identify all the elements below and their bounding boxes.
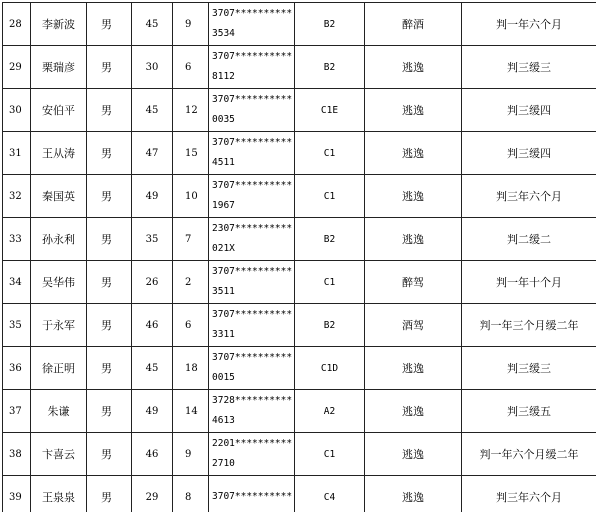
table-row	[3, 261, 597, 304]
license-class-cell: B2	[295, 218, 365, 261]
sex-cell: 男	[87, 433, 132, 476]
table-row	[3, 433, 597, 476]
id-number-cell	[209, 304, 295, 347]
id-number-line1: 3707**********	[212, 309, 293, 320]
id-number-line1: 3707**********	[212, 180, 293, 191]
name-cell: 栗瑞彦	[31, 46, 87, 89]
name-cell: 王泉泉	[31, 476, 87, 512]
table-row	[3, 46, 597, 89]
id-number-line2: 021X	[212, 243, 235, 254]
serial-number-cell: 38	[3, 433, 31, 476]
reason-cell: 逃逸	[365, 89, 462, 132]
id-number-cell	[209, 433, 295, 476]
id-number-cell	[209, 46, 295, 89]
id-number-line2: 1967	[212, 200, 235, 211]
license-class-cell: B2	[295, 3, 365, 46]
term-cell: 10	[173, 175, 209, 218]
name-cell: 朱谦	[31, 390, 87, 433]
reason-cell: 逃逸	[365, 218, 462, 261]
id-number-cell	[209, 218, 295, 261]
id-number-line2: 2710	[212, 458, 235, 469]
id-number-line1: 3707**********	[212, 8, 293, 19]
license-class-cell: C1	[295, 433, 365, 476]
serial-number-cell: 37	[3, 390, 31, 433]
id-number-line1: 3707**********	[212, 266, 293, 277]
sentence-cell: 判一年十个月	[462, 261, 597, 304]
name-cell: 李新波	[31, 3, 87, 46]
age-cell: 45	[132, 3, 173, 46]
term-cell: 8	[173, 476, 209, 512]
id-number-line1: 2201**********	[212, 438, 293, 449]
table-row	[3, 304, 597, 347]
name-cell: 安伯平	[31, 89, 87, 132]
reason-cell: 逃逸	[365, 175, 462, 218]
name-cell: 卞喜云	[31, 433, 87, 476]
reason-cell: 醉酒	[365, 3, 462, 46]
serial-number-cell: 39	[3, 476, 31, 512]
term-cell: 9	[173, 433, 209, 476]
serial-number-cell: 32	[3, 175, 31, 218]
id-number-line1: 3707**********	[212, 51, 293, 62]
name-cell: 徐正明	[31, 347, 87, 390]
age-cell: 49	[132, 175, 173, 218]
id-number-line2: 3311	[212, 329, 235, 340]
id-number-line1: 3707**********	[212, 491, 293, 502]
records-table	[2, 2, 596, 512]
id-number-line2: 4613	[212, 415, 235, 426]
term-cell: 12	[173, 89, 209, 132]
id-number-cell	[209, 132, 295, 175]
id-number-cell	[209, 347, 295, 390]
id-number-line1: 3707**********	[212, 137, 293, 148]
sentence-cell: 判二缓二	[462, 218, 597, 261]
sentence-cell: 判三缓三	[462, 347, 597, 390]
table-body	[3, 3, 597, 512]
age-cell: 47	[132, 132, 173, 175]
id-number-line2: 3534	[212, 28, 235, 39]
sex-cell: 男	[87, 476, 132, 512]
table-row	[3, 3, 597, 46]
reason-cell: 醉驾	[365, 261, 462, 304]
age-cell: 35	[132, 218, 173, 261]
age-cell: 45	[132, 89, 173, 132]
sentence-cell: 判三年六个月	[462, 476, 597, 512]
age-cell: 46	[132, 433, 173, 476]
table-row	[3, 218, 597, 261]
sentence-cell: 判一年六个月	[462, 3, 597, 46]
id-number-cell	[209, 476, 295, 512]
name-cell: 秦国英	[31, 175, 87, 218]
term-cell: 6	[173, 46, 209, 89]
reason-cell: 酒驾	[365, 304, 462, 347]
license-class-cell: C1E	[295, 89, 365, 132]
age-cell: 45	[132, 347, 173, 390]
id-number-line1: 3728**********	[212, 395, 293, 406]
reason-cell: 逃逸	[365, 347, 462, 390]
id-number-cell	[209, 175, 295, 218]
serial-number-cell: 29	[3, 46, 31, 89]
serial-number-cell: 33	[3, 218, 31, 261]
table-row	[3, 89, 597, 132]
id-number-line2: 0015	[212, 372, 235, 383]
serial-number-cell: 31	[3, 132, 31, 175]
serial-number-cell: 34	[3, 261, 31, 304]
sex-cell: 男	[87, 89, 132, 132]
id-number-cell	[209, 261, 295, 304]
term-cell: 7	[173, 218, 209, 261]
sentence-cell: 判一年六个月缓二年	[462, 433, 597, 476]
serial-number-cell: 36	[3, 347, 31, 390]
id-number-cell	[209, 3, 295, 46]
license-class-cell: B2	[295, 46, 365, 89]
sex-cell: 男	[87, 261, 132, 304]
serial-number-cell: 35	[3, 304, 31, 347]
sentence-cell: 判三年六个月	[462, 175, 597, 218]
reason-cell: 逃逸	[365, 476, 462, 512]
term-cell: 9	[173, 3, 209, 46]
name-cell: 孙永利	[31, 218, 87, 261]
id-number-line1: 2307**********	[212, 223, 293, 234]
id-number-line2: 8112	[212, 71, 235, 82]
id-number-line2: 0035	[212, 114, 235, 125]
age-cell: 46	[132, 304, 173, 347]
id-number-line1: 3707**********	[212, 94, 293, 105]
reason-cell: 逃逸	[365, 433, 462, 476]
term-cell: 18	[173, 347, 209, 390]
license-class-cell: C1	[295, 261, 365, 304]
reason-cell: 逃逸	[365, 132, 462, 175]
license-class-cell: C1	[295, 132, 365, 175]
name-cell: 吴华伟	[31, 261, 87, 304]
reason-cell: 逃逸	[365, 46, 462, 89]
license-class-cell: C4	[295, 476, 365, 512]
id-number-line2: 4511	[212, 157, 235, 168]
term-cell: 15	[173, 132, 209, 175]
id-number-line2: 3511	[212, 286, 235, 297]
license-class-cell: B2	[295, 304, 365, 347]
serial-number-cell: 28	[3, 3, 31, 46]
reason-cell: 逃逸	[365, 390, 462, 433]
sentence-cell: 判三缓四	[462, 132, 597, 175]
sex-cell: 男	[87, 304, 132, 347]
id-number-cell	[209, 390, 295, 433]
sex-cell: 男	[87, 132, 132, 175]
table-row	[3, 390, 597, 433]
name-cell: 王从涛	[31, 132, 87, 175]
table-row	[3, 476, 597, 512]
sex-cell: 男	[87, 46, 132, 89]
records-table-container	[2, 2, 596, 512]
sex-cell: 男	[87, 347, 132, 390]
term-cell: 14	[173, 390, 209, 433]
serial-number-cell: 30	[3, 89, 31, 132]
table-row	[3, 347, 597, 390]
age-cell: 26	[132, 261, 173, 304]
age-cell: 30	[132, 46, 173, 89]
age-cell: 49	[132, 390, 173, 433]
term-cell: 2	[173, 261, 209, 304]
sex-cell: 男	[87, 218, 132, 261]
table-row	[3, 175, 597, 218]
term-cell: 6	[173, 304, 209, 347]
sex-cell: 男	[87, 3, 132, 46]
age-cell: 29	[132, 476, 173, 512]
id-number-cell	[209, 89, 295, 132]
sentence-cell: 判三缓三	[462, 46, 597, 89]
sentence-cell: 判三缓四	[462, 89, 597, 132]
license-class-cell: C1	[295, 175, 365, 218]
id-number-line1: 3707**********	[212, 352, 293, 363]
sex-cell: 男	[87, 390, 132, 433]
license-class-cell: A2	[295, 390, 365, 433]
table-row	[3, 132, 597, 175]
sex-cell: 男	[87, 175, 132, 218]
name-cell: 于永军	[31, 304, 87, 347]
sentence-cell: 判一年三个月缓二年	[462, 304, 597, 347]
license-class-cell: C1D	[295, 347, 365, 390]
sentence-cell: 判三缓五	[462, 390, 597, 433]
